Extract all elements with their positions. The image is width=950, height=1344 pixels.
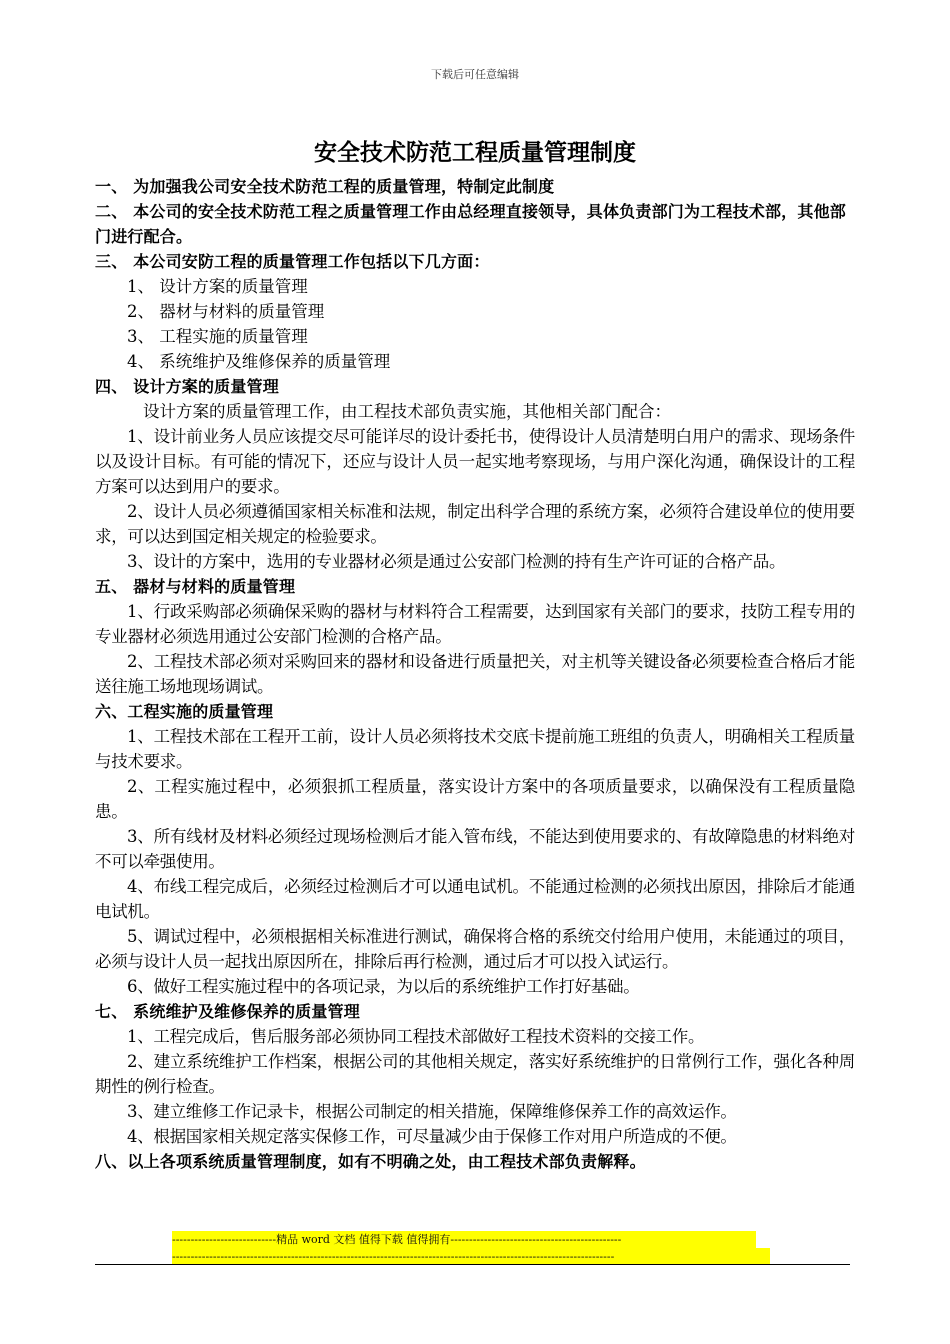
list-item: 4、 系统维护及维修保养的质量管理 [127, 352, 391, 371]
paragraph: 2、设计人员必须遵循国家相关标准和法规，制定出科学合理的系统方案，必须符合建设单位的使用要求，可以达到国定相关规定的检验要求。 [95, 502, 855, 546]
document-title: 安全技术防范工程质量管理制度 [314, 140, 636, 166]
footer-dashes: ----------------------------------------------------------------------------------------------------------------------- [172, 1248, 770, 1265]
header-note: 下载后可任意编辑 [431, 68, 519, 81]
paragraph: 3、所有线材及材料必须经过现场检测后才能入管布线，不能达到使用要求的、有故障隐患的材料绝对不可以牵强使用。 [95, 827, 855, 871]
paragraph: 1、工程技术部在工程开工前，设计人员必须将技术交底卡提前施工班组的负责人，明确相关工程质量与技术要求。 [95, 727, 855, 771]
section-2-heading: 二、 本公司的安全技术防范工程之质量管理工作由总经理直接领导，具体负责部门为工程技术部，其他部门进行配合。 [95, 202, 846, 246]
paragraph: 2、工程技术部必须对采购回来的器材和设备进行质量把关，对主机等关键设备必须要检查合格后才能送往施工场地现场调试。 [95, 652, 855, 696]
footer-banner [172, 1231, 770, 1265]
footer-text: ----------------------------精品 word 文档 值得下载 值得拥有---------------------------------------------- [172, 1231, 756, 1248]
paragraph: 2、建立系统维护工作档案，根据公司的其他相关规定，落实好系统维护的日常例行工作，强化各种周期性的例行检查。 [95, 1052, 855, 1096]
section-3-heading: 三、 本公司安防工程的质量管理工作包括以下几方面： [95, 252, 490, 271]
section-7-heading: 七、 系统维护及维修保养的质量管理 [95, 1002, 360, 1021]
paragraph: 1、工程完成后，售后服务部必须协同工程技术部做好工程技术资料的交接工作。 [127, 1027, 705, 1046]
list-item: 1、 设计方案的质量管理 [127, 277, 308, 296]
section-6-heading: 六、工程实施的质量管理 [95, 702, 274, 721]
section-1-heading: 一、 为加强我公司安全技术防范工程的质量管理，特制定此制度 [95, 177, 555, 196]
section-4-intro: 设计方案的质量管理工作，由工程技术部负责实施，其他相关部门配合： [143, 402, 671, 421]
section-4-heading: 四、 设计方案的质量管理 [95, 377, 279, 396]
paragraph: 3、设计的方案中，选用的专业器材必须是通过公安部门检测的持有生产许可证的合格产品。 [127, 552, 786, 571]
paragraph: 4、布线工程完成后，必须经过检测后才可以通电试机。不能通过检测的必须找出原因，排除后才能通电试机。 [95, 877, 855, 921]
document-body [95, 174, 855, 1174]
paragraph: 3、建立维修工作记录卡，根据公司制定的相关措施，保障维修保养工作的高效运作。 [127, 1102, 737, 1121]
list-item: 3、 工程实施的质量管理 [127, 327, 308, 346]
footer-rule [95, 1264, 850, 1265]
paragraph: 5、调试过程中，必须根据相关标准进行测试，确保将合格的系统交付给用户使用，未能通过的项目，必须与设计人员一起找出原因所在，排除后再行检测，通过后才可以投入试运行。 [95, 927, 855, 971]
paragraph: 4、根据国家相关规定落实保修工作，可尽量减少由于保修工作对用户所造成的不便。 [127, 1127, 737, 1146]
paragraph: 2、工程实施过程中，必须狠抓工程质量，落实设计方案中的各项质量要求，以确保没有工程质量隐患。 [95, 777, 855, 821]
section-5-heading: 五、 器材与材料的质量管理 [95, 577, 296, 596]
section-8-heading: 八、以上各项系统质量管理制度，如有不明确之处，由工程技术部负责解释。 [95, 1152, 646, 1171]
paragraph: 6、做好工程实施过程中的各项记录，为以后的系统维护工作打好基础。 [127, 977, 640, 996]
paragraph: 1、行政采购部必须确保采购的器材与材料符合工程需要，达到国家有关部门的要求，技防工程专用的专业器材必须选用通过公安部门检测的合格产品。 [95, 602, 855, 646]
paragraph: 1、设计前业务人员应该提交尽可能详尽的设计委托书，使得设计人员清楚明白用户的需求、现场条件以及设计目标。有可能的情况下，还应与设计人员一起实地考察现场，与用户深化沟通，确保设计的工程方案可以达到用户的要求。 [95, 427, 855, 496]
list-item: 2、 器材与材料的质量管理 [127, 302, 325, 321]
